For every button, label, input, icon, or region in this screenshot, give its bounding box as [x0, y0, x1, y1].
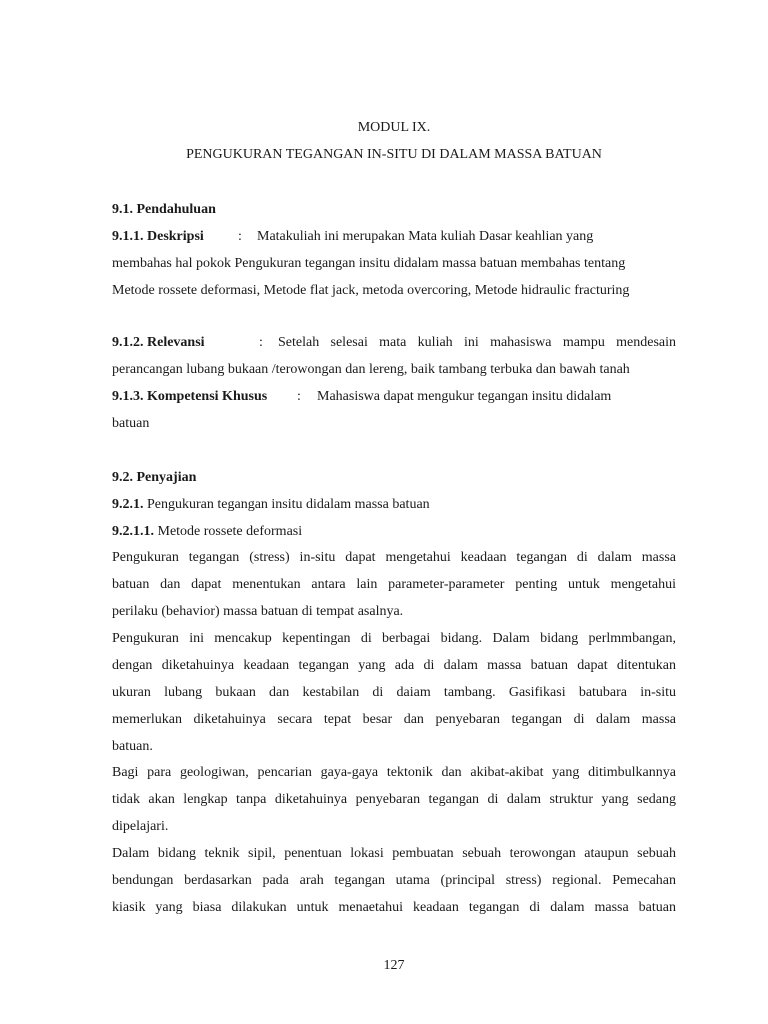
paragraph-2-line-5: batuan.	[112, 739, 153, 754]
paragraph-2-line-3: ukuran lubang bukaan dan kestabilan di daiam tambang. Gasifikasi batubara in-situ	[112, 685, 676, 700]
relevansi-label: 9.1.2. Relevansi	[112, 335, 205, 350]
deskripsi-text-line2: membahas hal pokok Pengukuran tegangan insitu didalam massa batuan membahas tentang	[112, 256, 626, 271]
paragraph-3-line-2: tidak akan lengkap tanpa diketahuinya penyebaran tegangan di dalam struktur yang sedang	[112, 792, 676, 807]
paragraph-4-line-1: Dalam bidang teknik sipil, penentuan lokasi pembuatan sebuah terowongan ataupun sebuah	[112, 846, 676, 861]
paragraph-4-line-2: bendungan berdasarkan pada arah tegangan utama (principal stress) regional. Pemecahan	[112, 873, 676, 888]
subsection-9-2-1-1-title: Metode rossete deformasi	[154, 524, 303, 539]
page-number: 127	[383, 958, 405, 973]
paragraph-2-line-4: memerlukan diketahuinya secara tepat besar dan penyebaran tegangan di dalam massa	[112, 712, 676, 727]
deskripsi-text-line3: Metode rossete deformasi, Metode flat jack, metoda overcoring, Metode hidraulic fracturing	[112, 283, 630, 298]
subsection-9-2-1-title: Pengukuran tegangan insitu didalam massa batuan	[143, 497, 430, 512]
paragraph-1-line-3: perilaku (behavior) massa batuan di tempat asalnya.	[112, 604, 404, 619]
paragraph-4-line-3: kiasik yang biasa dilakukan untuk menaetahui keadaan tegangan di dalam massa batuan	[112, 900, 676, 915]
subsection-9-2-1-number: 9.2.1.	[112, 497, 144, 512]
kompetensi-colon: :	[297, 389, 301, 404]
relevansi-text-line1: Setelah selesai mata kuliah ini mahasiswa mampu mendesain	[278, 335, 676, 350]
kompetensi-text-line1: Mahasiswa dapat mengukur tegangan insitu didalam	[317, 389, 612, 404]
paragraph-3-line-3: dipelajari.	[112, 819, 169, 834]
deskripsi-colon: :	[238, 229, 242, 244]
paragraph-1-line-2: batuan dan dapat menentukan antara lain parameter-parameter penting untuk mengetahui	[112, 577, 676, 592]
kompetensi-label: 9.1.3. Kompetensi Khusus	[112, 389, 268, 404]
paragraph-2-line-1: Pengukuran ini mencakup kepentingan di berbagai bidang. Dalam bidang perlmmbangan,	[112, 631, 676, 646]
deskripsi-label: 9.1.1. Deskripsi	[112, 229, 204, 244]
paragraph-3-line-1: Bagi para geologiwan, pencarian gaya-gaya tektonik dan akibat-akibat yang ditimbulkannya	[112, 765, 676, 780]
subsection-9-2-1-1	[112, 523, 676, 541]
relevansi-colon: :	[259, 335, 263, 350]
paragraph-2-line-2: dengan diketahuinya keadaan tegangan yang ada di dalam massa batuan dapat ditentukan	[112, 658, 676, 673]
module-label: MODUL IX.	[357, 120, 431, 135]
module-title: PENGUKURAN TEGANGAN IN-SITU DI DALAM MASSA BATUAN	[186, 147, 602, 162]
section-heading-pendahuluan: 9.1. Pendahuluan	[112, 202, 216, 217]
paragraph-1-line-1: Pengukuran tegangan (stress) in-situ dapat mengetahui keadaan tegangan di dalam massa	[112, 550, 676, 565]
subsection-9-2-1-1-number: 9.2.1.1.	[112, 524, 154, 539]
section-heading-penyajian: 9.2. Penyajian	[112, 470, 197, 485]
subsection-9-2-1	[112, 496, 676, 514]
deskripsi-text-line1: Matakuliah ini merupakan Mata kuliah Dasar keahlian yang	[257, 229, 594, 244]
document-page	[112, 0, 676, 1024]
kompetensi-text-line2: batuan	[112, 416, 150, 431]
relevansi-text-line2: perancangan lubang bukaan /terowongan dan lereng, baik tambang terbuka dan bawah tanah	[112, 362, 630, 377]
